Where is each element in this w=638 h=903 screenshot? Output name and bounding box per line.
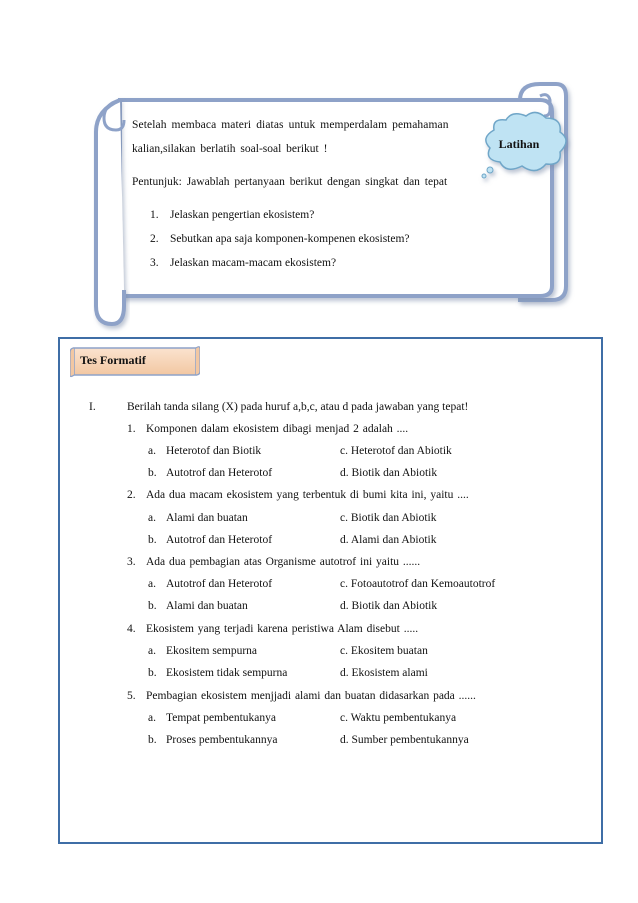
option-c[interactable]: c. Fotoautotrof dan Kemoautotrof [340, 578, 496, 590]
option-c[interactable]: c. Biotik dan Abiotik [340, 512, 437, 524]
latihan-badge-label: Latihan [498, 137, 540, 151]
question-number: 2. [127, 489, 136, 501]
option-d[interactable]: d. Alami dan Abiotik [340, 534, 437, 546]
question-text: Ada dua pembagian atas Organisme autotrof ini yaitu ...... [146, 556, 421, 568]
option-a[interactable]: a. Tempat pembentukanya [148, 712, 277, 724]
tes-instruction: Berilah tanda silang (X) pada huruf a,b,c, atau d pada jawaban yang tepat! [127, 401, 469, 413]
latihan-question: 3. Jelaskan macam-macam ekosistem? [150, 257, 337, 269]
option-b[interactable]: b. Ekosistem tidak sempurna [148, 667, 288, 679]
question-text: Pembagian ekosistem menjjadi alami dan buatan didasarkan pada ...... [146, 690, 476, 702]
scroll-left-roll [96, 100, 124, 324]
option-b[interactable]: b. Alami dan buatan [148, 600, 248, 612]
question-number: 1. [127, 423, 136, 435]
option-d[interactable]: d. Ekosistem alami [340, 667, 428, 679]
option-a[interactable]: a. Alami dan buatan [148, 512, 248, 524]
question-number: 5. [127, 690, 136, 702]
latihan-intro-line1: Setelah membaca materi diatas untuk memperdalam pemahaman [132, 119, 449, 131]
option-c[interactable]: c. Ekositem buatan [340, 645, 428, 657]
option-a[interactable]: a. Heterotof dan Biotik [148, 445, 262, 457]
tes-formatif-title: Tes Formatif [80, 353, 146, 367]
option-d[interactable]: d. Biotik dan Abiotik [340, 600, 438, 612]
question-number: 3. [127, 556, 136, 568]
option-b[interactable]: b. Proses pembentukannya [148, 734, 278, 746]
latihan-instruction: Pentunjuk: Jawablah pertanyaan berikut dengan singkat dan tepat [132, 176, 448, 188]
question-text: Ada dua macam ekosistem yang terbentuk di bumi kita ini, yaitu .... [146, 489, 469, 501]
option-b[interactable]: b. Autotrof dan Heterotof [148, 467, 273, 479]
option-a[interactable]: a. Ekositem sempurna [148, 645, 258, 657]
option-d[interactable]: d. Sumber pembentukannya [340, 734, 469, 746]
latihan-intro-line2: kalian,silakan berlatih soal-soal berikut ! [132, 143, 328, 155]
question-text: Komponen dalam ekosistem dibagi menjad 2 adalah .... [146, 423, 409, 435]
option-b[interactable]: b. Autotrof dan Heterotof [148, 534, 273, 546]
question-text: Ekosistem yang terjadi karena peristiwa Alam disebut ..... [146, 623, 419, 635]
option-d[interactable]: d. Biotik dan Abiotik [340, 467, 438, 479]
option-c[interactable]: c. Waktu pembentukanya [340, 712, 457, 724]
option-a[interactable]: a. Autotrof dan Heterotof [148, 578, 273, 590]
latihan-question: 1. Jelaskan pengertian ekosistem? [150, 209, 315, 221]
latihan-question: 2. Sebutkan apa saja komponen-kompenen ekosistem? [150, 233, 410, 245]
option-c[interactable]: c. Heterotof dan Abiotik [340, 445, 452, 457]
question-number: 4. [127, 623, 136, 635]
section-numeral: I. [89, 401, 96, 413]
